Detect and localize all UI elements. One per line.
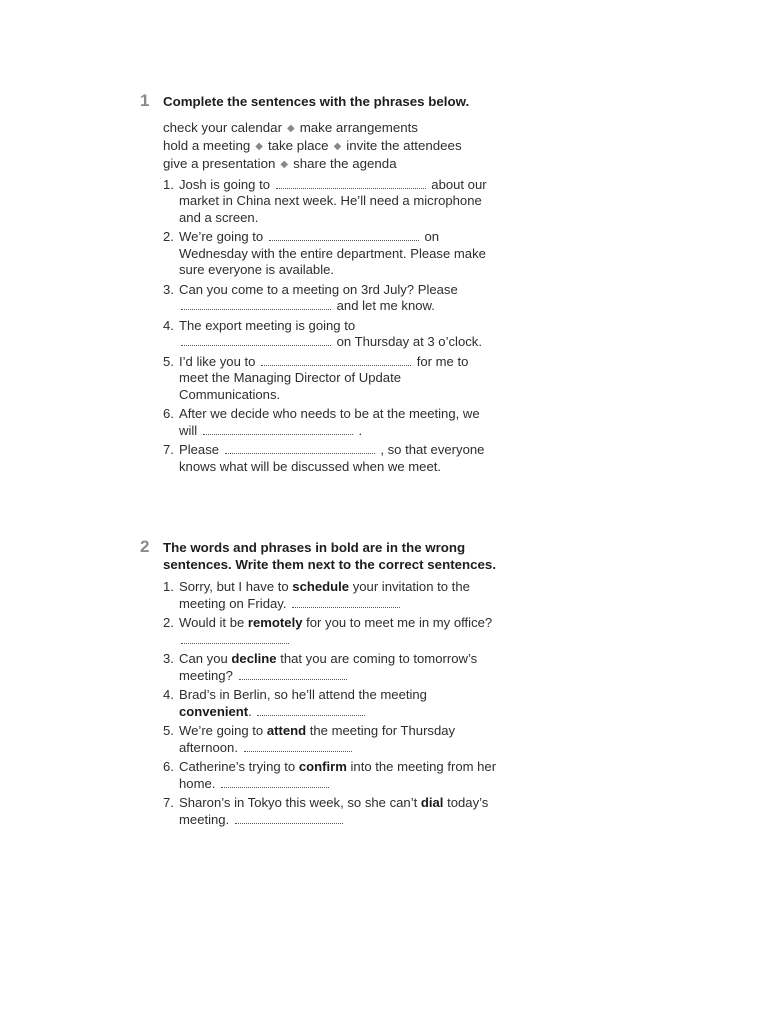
phrase-bank-line-1 [163,119,500,137]
answer-blank[interactable] [269,230,419,241]
exercise-1-instruction: Complete the sentences with the phrases below. [163,94,470,109]
item-text: Can you come to a meeting on 3rd July? Please [179,281,458,297]
item-number: 2. [163,229,174,244]
item-text: Would it be [179,615,245,630]
phrase: give a presentation [163,155,276,171]
exercise-2-items [140,579,500,828]
exercise-1 [140,91,500,478]
answer-blank[interactable] [244,741,352,752]
item-text: Catherine’s trying to [179,759,296,774]
phrase: check your calendar [163,119,282,135]
item-text: your invitation to the meeting on Friday. [179,579,470,611]
item-text: . [248,703,252,719]
item-text: on Wednesday with the entire department. Please make sure everyone is available. [179,229,486,277]
exercise-2 [140,537,500,831]
answer-blank[interactable] [276,178,426,189]
bullet-icon: ◆ [280,158,289,170]
phrase: make arrangements [299,119,418,135]
answer-blank[interactable] [181,633,289,644]
item-number: 2. [163,615,174,630]
list-item [140,795,500,828]
item-number: 1. [163,579,174,594]
answer-blank[interactable] [292,597,400,608]
item-text: Brad’s in Berlin, so he’ll attend the meeting [179,687,427,702]
item-number: 6. [163,759,174,774]
item-text: Can you [179,651,228,666]
phrase-bank-line-3 [163,155,500,173]
item-text: Josh is going to [179,176,270,192]
phrase: invite the attendees [346,137,462,153]
item-number: 3. [163,651,174,666]
bullet-icon: ◆ [333,140,342,152]
answer-blank[interactable] [221,777,329,788]
item-text: I’d like you to [179,353,256,369]
list-item [140,579,500,612]
bold-keyword: schedule [292,579,350,594]
item-text: The export meeting is going to [179,317,356,333]
item-number: 7. [163,442,174,457]
item-number: 1. [163,176,174,192]
item-text: that you are coming to tomorrow’s meeting? [179,651,478,683]
exercise-1-items [140,177,500,476]
answer-blank[interactable] [235,813,343,824]
bold-keyword: attend [266,723,307,738]
bold-keyword: convenient [179,703,249,719]
list-item [140,687,500,720]
bullet-icon: ◆ [255,140,263,152]
bold-keyword: confirm [298,759,347,774]
item-text: into the meeting from her home. [179,759,497,791]
list-item [140,651,500,684]
item-text: about our market in China next week. He’ll need a microphone and a screen. [179,176,487,225]
item-number: 7. [163,795,174,810]
exercise-2-number: 2 [140,537,150,556]
list-item [140,615,500,648]
item-number: 3. [163,281,174,297]
exercise-1-number: 1 [140,91,150,110]
answer-blank[interactable] [261,355,411,366]
answer-blank[interactable] [203,424,353,435]
bullet-icon: ◆ [287,122,295,134]
item-text: . [358,422,363,438]
list-item [140,723,500,756]
item-text: We’re going to [179,229,264,244]
bold-keyword: dial [420,795,444,810]
phrase: share the agenda [293,155,397,171]
item-text: After we decide who needs to be at the meeting, we will [179,406,480,438]
phrase-bank-line-2 [163,137,500,155]
exercise-2-instruction: The words and phrases in bold are in the wrong sentences. Write them next to the correct sentences. [163,540,497,572]
item-text: the meeting for Thursday afternoon. [179,723,456,755]
bold-keyword: decline [231,651,277,666]
item-number: 5. [163,353,174,369]
list-item [140,354,500,404]
item-text: , so that everyone knows what will be discussed when we meet. [179,442,485,474]
exercise-1-heading [140,91,500,111]
list-item [140,229,500,279]
item-text: Sorry, but I have to [179,579,289,594]
item-text: today’s meeting. [179,795,489,827]
phrase: take place [267,137,329,153]
item-text: Sharon’s in Tokyo this week, so she can’t [179,795,418,810]
list-item [140,318,500,351]
item-number: 4. [163,687,174,702]
item-number: 5. [163,723,174,738]
exercise-2-heading [140,537,500,573]
item-text: for me to meet the Managing Director of Update Communications. [179,353,469,402]
answer-blank[interactable] [181,299,331,310]
list-item [140,759,500,792]
phrase-bank [140,119,500,173]
item-text: for you to meet me in my office? [306,615,493,630]
answer-blank[interactable] [257,705,365,716]
item-number: 4. [163,317,174,333]
item-number: 6. [163,406,174,421]
phrase: hold a meeting [163,137,251,153]
list-item [140,177,500,227]
bold-keyword: remotely [247,615,303,630]
answer-blank[interactable] [181,335,331,346]
item-text: We’re going to [179,723,264,738]
list-item [140,406,500,439]
item-text: on Thursday at 3 o’clock. [336,334,482,349]
item-text: and let me know. [336,298,435,313]
list-item [140,282,500,315]
answer-blank[interactable] [239,669,347,680]
item-text: Please [179,442,220,457]
answer-blank[interactable] [225,443,375,454]
list-item [140,442,500,475]
